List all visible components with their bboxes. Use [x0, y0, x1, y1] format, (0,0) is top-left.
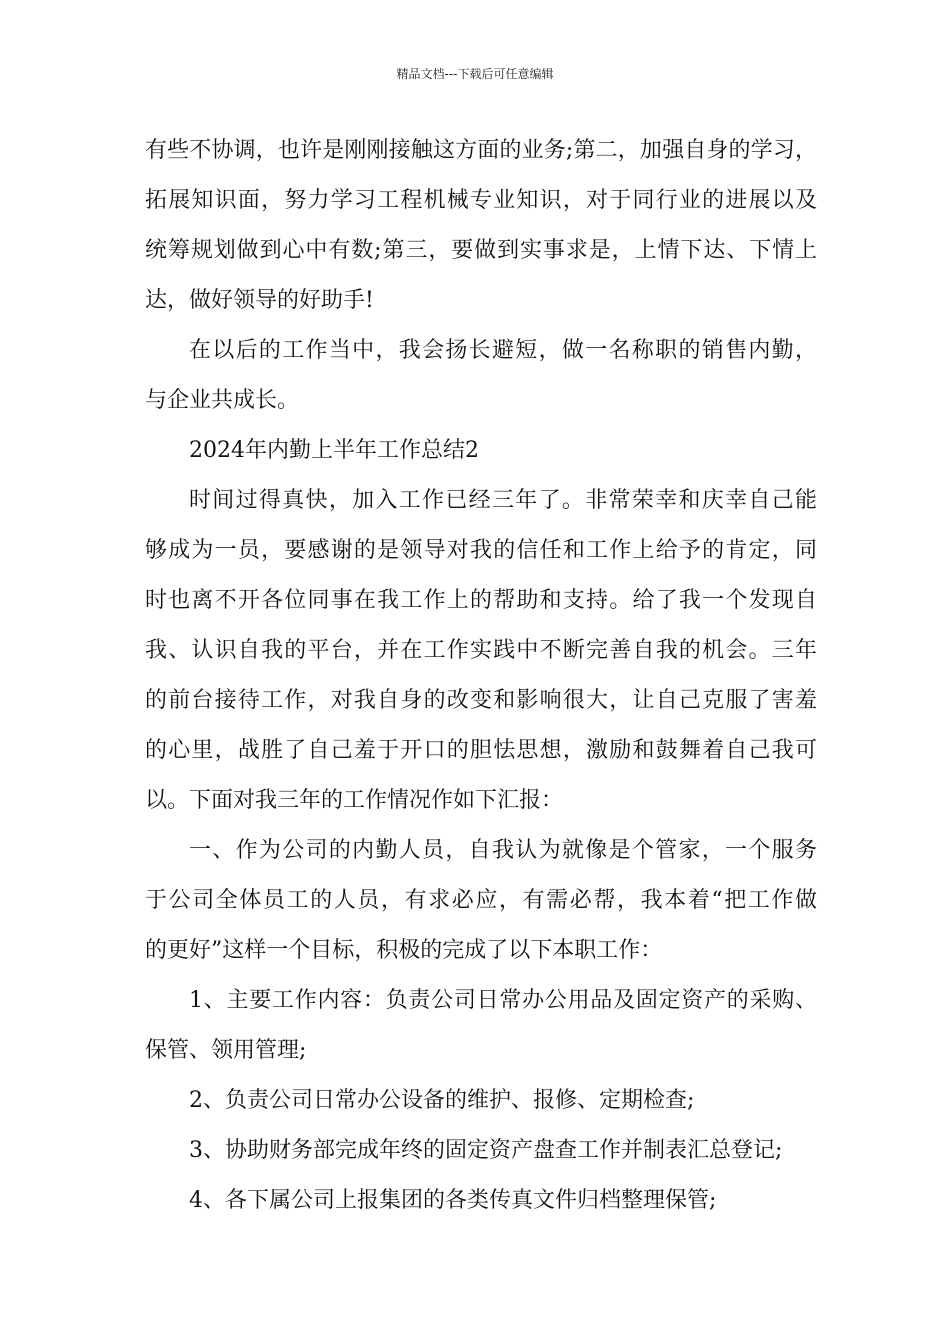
paragraph-start-line: 在以后的工作当中，我会扬长避短，做一名称职的销售内勤，: [189, 338, 817, 363]
list-item-line: 3、协助财务部完成年终的固定资产盘查工作并制表汇总登记;: [189, 1138, 783, 1163]
text-line: 的心里，战胜了自己羞于开口的胆怯思想，激励和鼓舞着自己我可: [145, 738, 817, 763]
paragraph-start-line: 时间过得真快，加入工作已经三年了。非常荣幸和庆幸自己能: [189, 488, 817, 513]
text-line: 的更好”这样一个目标，积极的完成了以下本职工作：: [145, 938, 663, 963]
document-body: [145, 126, 817, 1226]
list-item-line: 1、主要工作内容：负责公司日常办公用品及固定资产的采购、: [189, 988, 817, 1013]
text-line: 拓展知识面，努力学习工程机械专业知识，对于同行业的进展以及: [145, 188, 817, 213]
text-line: 时也离不开各位同事在我工作上的帮助和支持。给了我一个发现自: [145, 588, 817, 613]
text-line: 达，做好领导的好助手!: [145, 288, 374, 313]
text-line: 与企业共成长。: [145, 388, 300, 413]
list-item-line: 2、负责公司日常办公设备的维护、报修、定期检查;: [189, 1088, 695, 1113]
text-line: 的前台接待工作，对我自身的改变和影响很大，让自己克服了害羞: [145, 688, 817, 713]
text-line: 有些不协调，也许是刚刚接触这方面的业务;第二，加强自身的学习，: [145, 138, 817, 163]
text-line: 我、认识自我的平台，并在工作实践中不断完善自我的机会。三年: [145, 638, 817, 663]
paragraph-start-line: 一、作为公司的内勤人员，自我认为就像是个管家，一个服务: [189, 838, 817, 863]
list-item-line: 4、各下属公司上报集团的各类传真文件归档整理保管;: [189, 1188, 717, 1213]
text-line: 以。下面对我三年的工作情况作如下汇报：: [145, 788, 564, 813]
text-line: 够成为一员，要感谢的是领导对我的信任和工作上给予的肯定，同: [145, 538, 817, 563]
section-heading: 2024年内勤上半年工作总结2: [189, 438, 479, 463]
text-line: 于公司全体员工的人员，有求必应，有需必帮，我本着“把工作做: [145, 888, 817, 913]
text-line: 保管、领用管理;: [145, 1038, 307, 1063]
text-line: 统筹规划做到心中有数;第三，要做到实事求是，上情下达、下情上: [145, 238, 817, 263]
page-header: 精品文档---下载后可任意编辑: [396, 67, 554, 81]
